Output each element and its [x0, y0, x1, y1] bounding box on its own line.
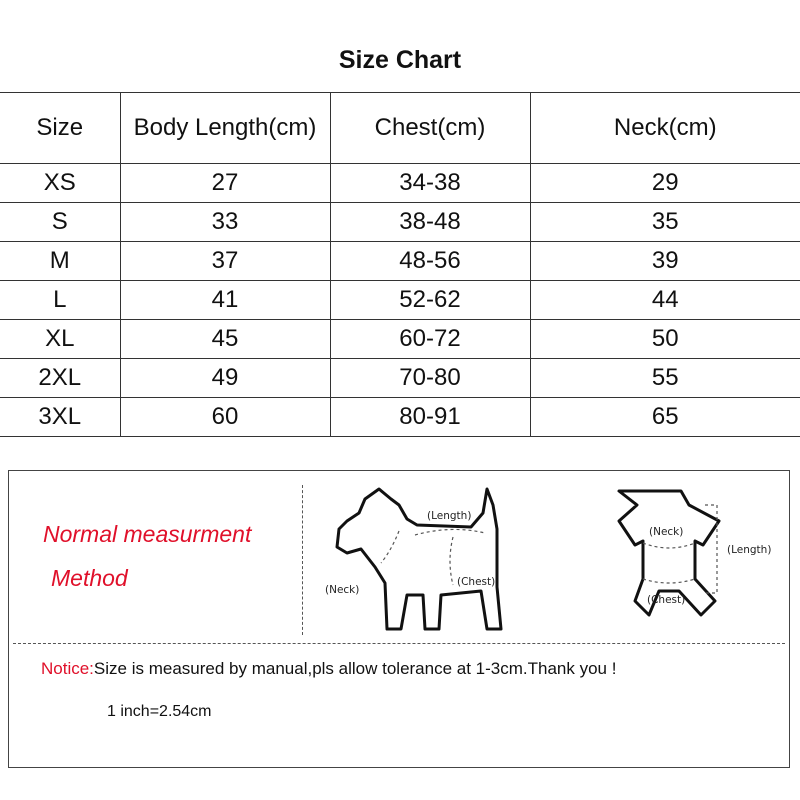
cell-chest: 60-72 — [330, 320, 530, 359]
side-neck-label: (Neck) — [325, 584, 360, 596]
cell-size: 3XL — [0, 398, 120, 437]
size-table — [0, 92, 800, 437]
inch-conversion: 1 inch=2.54cm — [107, 703, 212, 720]
dog-side-outline — [337, 489, 501, 629]
cell-chest: 38-48 — [330, 203, 530, 242]
header-chest: Chest(cm) — [330, 93, 530, 164]
front-chest-measure-line — [643, 579, 695, 583]
table-row — [0, 203, 800, 242]
dog-side-view-illustration — [321, 483, 553, 639]
cell-neck: 55 — [530, 359, 800, 398]
horizontal-divider — [13, 643, 785, 644]
cell-size: XL — [0, 320, 120, 359]
cell-chest: 80-91 — [330, 398, 530, 437]
measurement-method-box — [8, 470, 790, 768]
cell-body-length: 27 — [120, 164, 330, 203]
cell-neck: 29 — [530, 164, 800, 203]
side-length-label: (Length) — [427, 510, 472, 522]
table-row — [0, 320, 800, 359]
header-size: Size — [0, 93, 120, 164]
header-neck: Neck(cm) — [530, 93, 800, 164]
table-row — [0, 281, 800, 320]
notice-text — [41, 659, 616, 679]
front-chest-label: (Chest) — [647, 594, 686, 606]
cell-body-length: 49 — [120, 359, 330, 398]
table-row — [0, 164, 800, 203]
table-header-row — [0, 93, 800, 164]
cell-neck: 65 — [530, 398, 800, 437]
front-neck-label: (Neck) — [649, 526, 684, 538]
front-length-label: (Length) — [727, 544, 772, 556]
method-title-line2: Method — [51, 565, 128, 591]
length-measure-line — [415, 529, 485, 535]
cell-chest: 48-56 — [330, 242, 530, 281]
cell-chest: 34-38 — [330, 164, 530, 203]
cell-size: 2XL — [0, 359, 120, 398]
cell-body-length: 45 — [120, 320, 330, 359]
cell-neck: 44 — [530, 281, 800, 320]
notice-body: Size is measured by manual,pls allow tolerance at 1-3cm.Thank you ! — [93, 659, 617, 678]
notice-label: Notice: — [41, 659, 94, 678]
cell-neck: 35 — [530, 203, 800, 242]
front-neck-measure-line — [643, 543, 695, 548]
table-row — [0, 359, 800, 398]
side-chest-label: (Chest) — [457, 576, 496, 588]
header-body-length: Body Length(cm) — [120, 93, 330, 164]
cell-neck: 50 — [530, 320, 800, 359]
vertical-divider — [302, 485, 303, 635]
method-title-line1: Normal measurment — [43, 521, 252, 547]
cell-body-length: 37 — [120, 242, 330, 281]
cell-size: L — [0, 281, 120, 320]
cell-size: S — [0, 203, 120, 242]
cell-body-length: 41 — [120, 281, 330, 320]
neck-measure-line — [381, 531, 399, 563]
dog-front-view-illustration — [579, 483, 789, 639]
cell-size: M — [0, 242, 120, 281]
table-row — [0, 398, 800, 437]
chart-title: Size Chart — [338, 46, 462, 74]
cell-neck: 39 — [530, 242, 800, 281]
cell-size: XS — [0, 164, 120, 203]
table-row — [0, 242, 800, 281]
cell-chest: 70-80 — [330, 359, 530, 398]
chest-measure-line — [450, 537, 453, 585]
cell-body-length: 33 — [120, 203, 330, 242]
cell-chest: 52-62 — [330, 281, 530, 320]
cell-body-length: 60 — [120, 398, 330, 437]
